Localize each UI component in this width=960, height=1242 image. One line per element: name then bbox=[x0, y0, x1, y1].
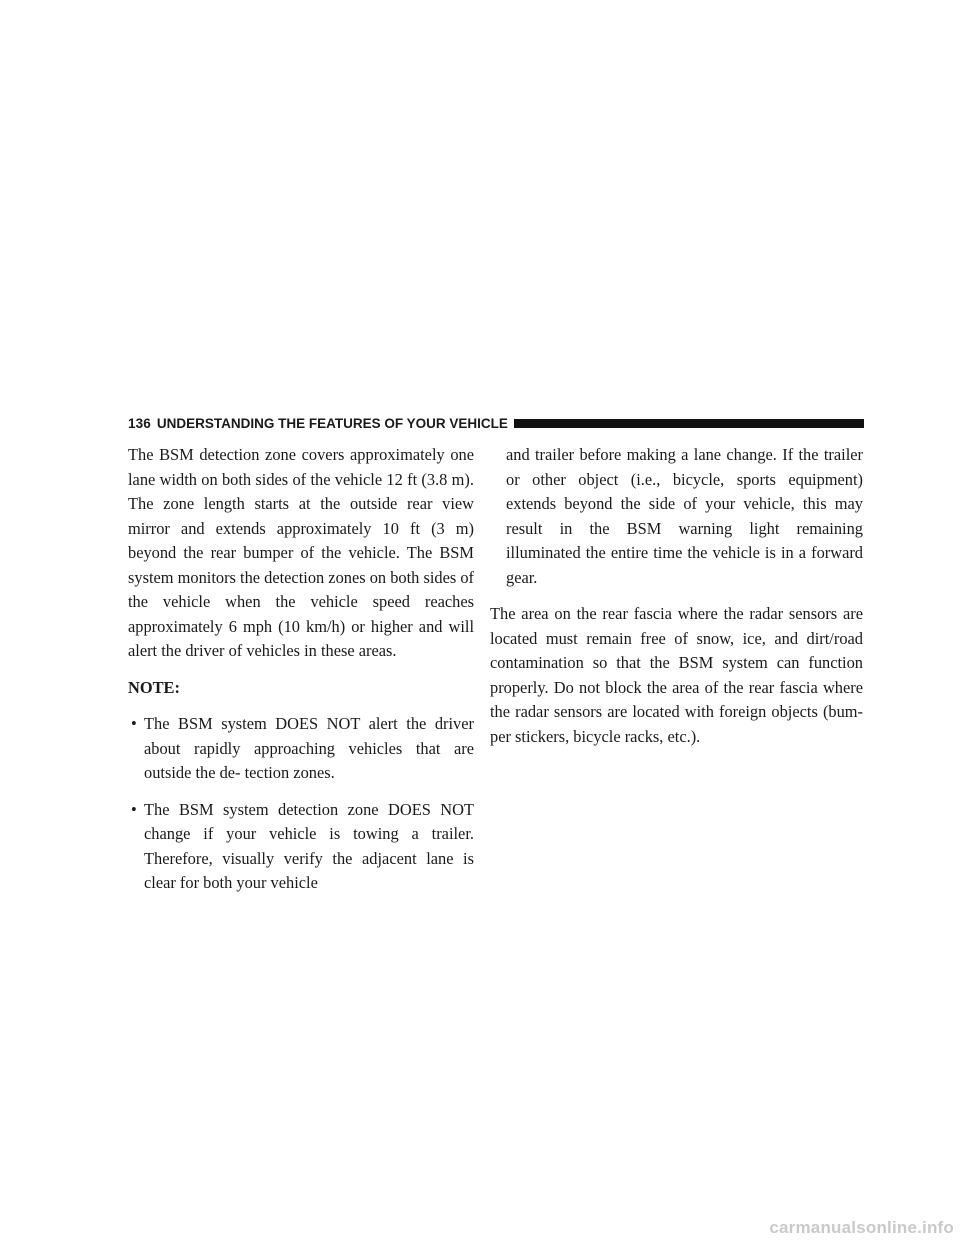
section-title: UNDERSTANDING THE FEATURES OF YOUR VEHICLE bbox=[156, 415, 508, 431]
page-number: 136 bbox=[128, 415, 151, 431]
watermark: carmanualsonline.info bbox=[769, 1218, 954, 1237]
left-column bbox=[128, 443, 474, 908]
bsm-zone-paragraph: The BSM detection zone covers approximately one lane width on both sides of the vehicle 12 ft (3.8 m). The zone length starts at the outside rear view mirror and extends approximately 10 ft (3 m) beyond the rear bumper of the vehicle. The BSM system monitors the detection zones on both sides of the vehicle when the vehicle speed reaches approximately 6 mph (10 km/h) or higher and will alert the driver of vehicles in these areas. bbox=[128, 445, 474, 660]
note-label: NOTE: bbox=[128, 677, 180, 697]
bullet-text: The BSM system detection zone DOES NOT change if your vehicle is towing a trailer. Therefore, visually verify the adjacent lane is clear for both your vehicle bbox=[144, 799, 474, 892]
bullet-continuation: and trailer before making a lane change. If the trailer or other object (i.e., bicycle, sports equipment) extends beyond the side of your vehicle, this may result in the BSM warning light remaining illuminated the entire time the vehicle is in a forward gear. bbox=[506, 445, 863, 587]
page-header bbox=[128, 414, 864, 432]
rear-fascia-paragraph: The area on the rear fascia where the radar sensors are located must remain free of snow, ice, and dirt/road contamination so that the BSM system can function properly. Do not block the area of the rear fascia where the radar sensors are located with foreign objects (bum- per stickers, bicycle racks, etc.). bbox=[490, 604, 863, 746]
right-column bbox=[490, 443, 863, 749]
list-item bbox=[128, 798, 474, 896]
bullet-icon: • bbox=[131, 714, 137, 733]
bullet-icon: • bbox=[131, 799, 137, 819]
header-rule bbox=[514, 419, 864, 428]
list-item bbox=[128, 712, 474, 786]
bullet-text: The BSM system DOES NOT alert the driver about rapidly approaching vehicles that are outside the de- tection zones. bbox=[144, 714, 474, 782]
